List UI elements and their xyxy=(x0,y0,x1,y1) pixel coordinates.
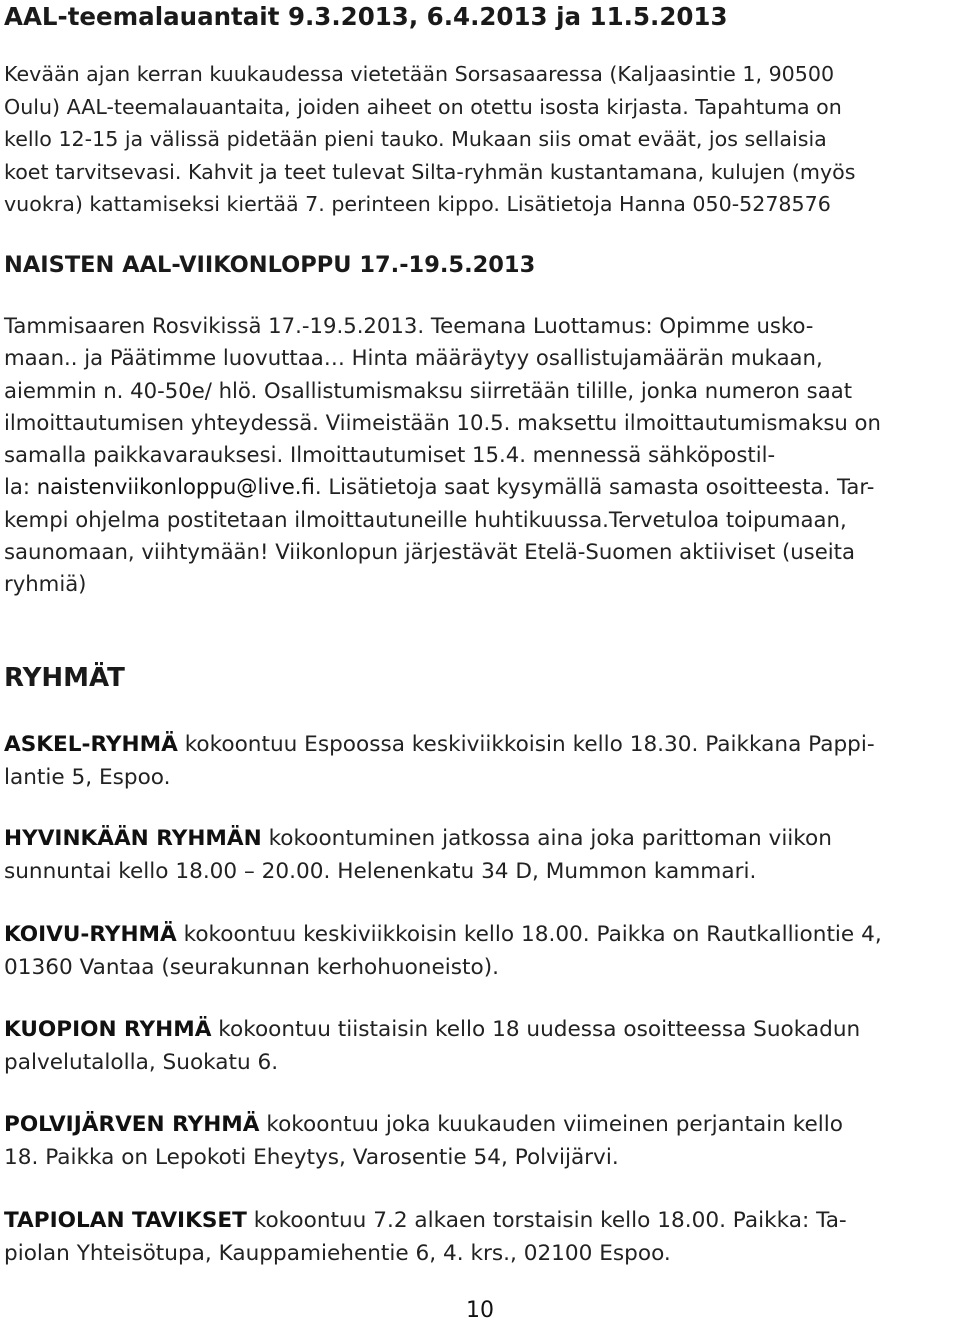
group-name: ASKEL-RYHMÄ xyxy=(4,732,178,757)
group-entry xyxy=(4,1014,860,1079)
paragraph-line: koet tarvitsevasi. Kahvit ja teet tulevat Silta-ryhmän kustantamana, kulujen (myös xyxy=(4,159,856,184)
page-number: 10 xyxy=(466,1298,494,1323)
group-name: POLVIJÄRVEN RYHMÄ xyxy=(4,1112,260,1137)
paragraph-line: aiemmin n. 40-50e/ hlö. Osallistumismaksu siirretään tilille, jonka numeron saat xyxy=(4,377,852,403)
group-entry xyxy=(4,1109,843,1174)
paragraph-line: kello 12-15 ja välissä pidetään pieni tauko. Mukaan siis omat eväät, jos sellaisia xyxy=(4,127,827,151)
group-name: TAPIOLAN TAVIKSET xyxy=(4,1208,247,1233)
group-entry xyxy=(4,919,882,984)
group-text: kokoontuu Espoossa keskiviikkoisin kello 18.30. Paikkana Pappi- xyxy=(177,732,875,757)
group-entry xyxy=(4,1205,847,1270)
paragraph-line: samalla paikkavarauksesi. Ilmoittautumiset 15.4. mennessä sähköpostil- xyxy=(4,442,776,468)
group-name: HYVINKÄÄN RYHMÄN xyxy=(4,826,262,851)
paragraph-line: saunomaan, viihtymään! Viikonlopun järjestävät Etelä-Suomen aktiiviset (useita xyxy=(4,539,855,565)
group-text: kokoontuu keskiviikkoisin kello 18.00. Paikka on Rautkalliontie 4, xyxy=(176,922,882,947)
group-text: palvelutalolla, Suokatu 6. xyxy=(4,1049,279,1075)
group-entry xyxy=(4,823,832,888)
paragraph-line: ilmoittautumisen yhteydessä. Viimeistään 10.5. maksettu ilmoittautumismaksu on xyxy=(4,409,881,435)
group-name: KUOPION RYHMÄ xyxy=(4,1017,212,1042)
group-entry xyxy=(4,729,875,794)
meeting-title: AAL-teemalauantait 9.3.2013, 6.4.2013 ja 11.5.2013 xyxy=(4,2,728,31)
paragraph-line: Kevään ajan kerran kuukaudessa vietetään Sorsasaaressa (Kaljaasintie 1, 90500 xyxy=(4,62,835,86)
email-address[interactable]: naistenviikonloppu@live.fi xyxy=(36,474,315,500)
group-text: kokoontuu 7.2 alkaen torstaisin kello 18.00. Paikka: Ta- xyxy=(246,1208,847,1233)
paragraph-line: Oulu) AAL-teemalauantaita, joiden aiheet on otettu isosta kirjasta. Tapahtuma on xyxy=(4,94,842,119)
group-text: lantie 5, Espoo. xyxy=(4,764,171,790)
group-text: sunnuntai kello 18.00 – 20.00. Helenenkatu 34 D, Mummon kammari. xyxy=(4,858,757,884)
group-text: 18. Paikka on Lepokoti Eheytys, Varosentie 54, Polvijärvi. xyxy=(4,1144,619,1170)
group-name: KOIVU-RYHMÄ xyxy=(4,922,177,947)
paragraph-line: kempi ohjelma postitetaan ilmoittautuneille huhtikuussa.Tervetuloa toipumaan, xyxy=(4,506,847,532)
weekend-paragraph xyxy=(4,310,881,601)
paragraph-line: ryhmiä) xyxy=(4,571,87,597)
group-text: piolan Yhteisötupa, Kauppamiehentie 6, 4. krs., 02100 Espoo. xyxy=(4,1240,671,1266)
paragraph-line xyxy=(4,471,881,503)
email-prefix: la: xyxy=(4,474,37,500)
group-text: kokoontuu tiistaisin kello 18 uudessa osoitteessa Suokadun xyxy=(211,1017,861,1042)
paragraph-line: Tammisaaren Rosvikissä 17.-19.5.2013. Teemana Luottamus: Opimme usko- xyxy=(4,313,814,338)
meeting-paragraph xyxy=(4,58,856,221)
groups-heading: RYHMÄT xyxy=(4,663,125,693)
group-text: kokoontuminen jatkossa aina joka parittoman viikon xyxy=(261,826,832,851)
paragraph-line: maan.. ja Päätimme luovuttaa… Hinta määräytyy osallistujamäärän mukaan, xyxy=(4,345,823,371)
email-suffix: . Lisätietoja saat kysymällä samasta osoitteesta. Tar- xyxy=(314,474,875,500)
group-text: kokoontuu joka kuukauden viimeinen perjantain kello xyxy=(259,1112,843,1137)
weekend-title: NAISTEN AAL-VIIKONLOPPU 17.-19.5.2013 xyxy=(4,252,536,278)
group-text: 01360 Vantaa (seurakunnan kerhohuoneisto). xyxy=(4,954,499,980)
paragraph-line: vuokra) kattamiseksi kiertää 7. perinteen kippo. Lisätietoja Hanna 050-5278576 xyxy=(4,192,831,216)
